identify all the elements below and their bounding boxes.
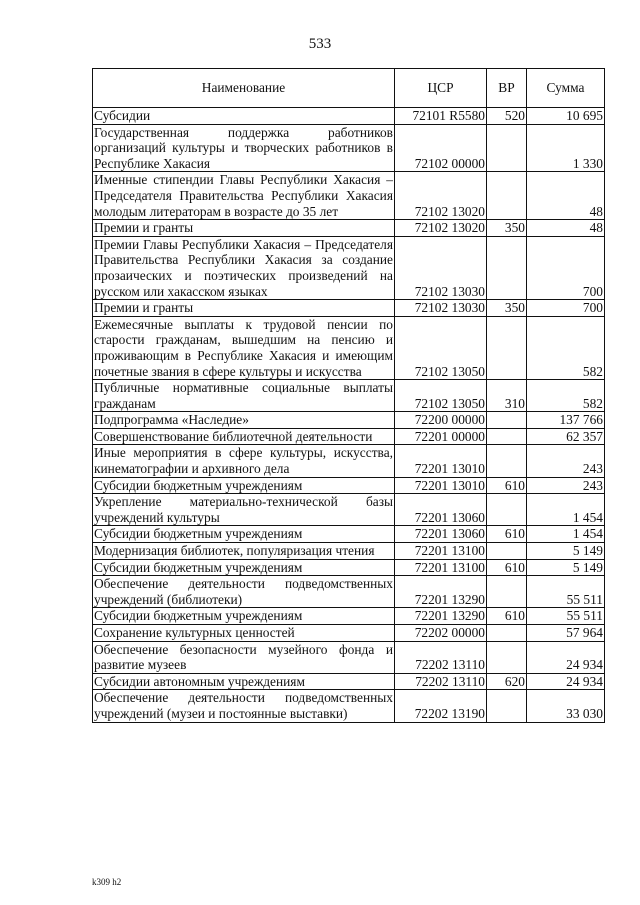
cell-vr	[487, 124, 527, 172]
cell-name: Субсидии автономным учреждениям	[93, 673, 395, 690]
cell-csr: 72201 13290	[395, 576, 487, 608]
cell-vr: 610	[487, 608, 527, 625]
cell-csr: 72201 13100	[395, 559, 487, 576]
cell-sum: 700	[527, 236, 605, 299]
table-row	[93, 494, 605, 526]
cell-name: Премии и гранты	[93, 300, 395, 317]
cell-sum: 1 454	[527, 494, 605, 526]
cell-csr: 72201 00000	[395, 428, 487, 445]
cell-name: Премии Главы Республики Хакасия – Председателя Правительства Республики Хакасия за создание прозаических и поэтических произведений на русском или хакасском языках	[94, 236, 393, 299]
cell-sum: 582	[527, 316, 605, 379]
cell-csr: 72101 R5580	[395, 108, 487, 125]
cell-vr	[487, 236, 527, 299]
cell-vr	[487, 428, 527, 445]
table-row	[93, 380, 605, 412]
cell-sum: 1 454	[527, 526, 605, 543]
cell-name: Ежемесячные выплаты к трудовой пенсии по старости гражданам, вышедшим на пенсию и проживающим в Республике Хакасия и имеющим почетные звания в сфере культуры и искусства	[94, 316, 393, 379]
header-csr: ЦСР	[395, 69, 487, 108]
cell-sum: 5 149	[527, 543, 605, 560]
cell-name: Обеспечение безопасности музейного фонда и развитие музеев	[94, 641, 393, 673]
cell-sum: 10 695	[527, 108, 605, 125]
cell-name: Субсидии бюджетным учреждениям	[93, 608, 395, 625]
cell-name: Субсидии бюджетным учреждениям	[93, 477, 395, 494]
cell-vr	[487, 412, 527, 429]
budget-table	[92, 68, 605, 723]
cell-sum: 243	[527, 445, 605, 477]
table-row	[93, 124, 605, 172]
table-body	[93, 108, 605, 723]
cell-name: Субсидии	[93, 108, 395, 125]
cell-csr: 72202 00000	[395, 625, 487, 642]
cell-csr: 72102 13050	[395, 316, 487, 379]
table-row	[93, 477, 605, 494]
table-row	[93, 641, 605, 673]
cell-sum: 48	[527, 172, 605, 220]
cell-name: Модернизация библиотек, популяризация чтения	[93, 543, 395, 560]
cell-csr: 72201 13060	[395, 494, 487, 526]
header-vr: ВР	[487, 69, 527, 108]
table-row	[93, 576, 605, 608]
cell-csr: 72202 13190	[395, 690, 487, 722]
table-row	[93, 625, 605, 642]
cell-vr: 610	[487, 559, 527, 576]
table-row	[93, 445, 605, 477]
cell-csr: 72201 13290	[395, 608, 487, 625]
cell-name: Укрепление материально-технической базы учреждений культуры	[94, 494, 393, 525]
table-row	[93, 428, 605, 445]
cell-name: Субсидии бюджетным учреждениям	[93, 526, 395, 543]
cell-sum: 24 934	[527, 673, 605, 690]
cell-name: Обеспечение деятельности подведомственных учреждений (музеи и постоянные выставки)	[94, 690, 393, 721]
cell-name: Публичные нормативные социальные выплаты гражданам	[94, 380, 393, 411]
cell-csr: 72102 13030	[395, 236, 487, 299]
cell-vr: 310	[487, 380, 527, 412]
cell-csr: 72202 13110	[395, 641, 487, 673]
cell-vr: 610	[487, 526, 527, 543]
table-header-row	[93, 69, 605, 108]
table-row	[93, 300, 605, 317]
cell-sum: 243	[527, 477, 605, 494]
cell-name: Совершенствование библиотечной деятельности	[93, 428, 395, 445]
header-name: Наименование	[93, 69, 395, 108]
cell-sum: 55 511	[527, 608, 605, 625]
cell-vr: 610	[487, 477, 527, 494]
cell-csr: 72201 13010	[395, 477, 487, 494]
cell-name: Именные стипендии Главы Республики Хакасия – Председателя Правительства Республики Хакасия молодым литераторам в возрасте до 35 лет	[94, 172, 393, 219]
cell-name: Премии и гранты	[93, 220, 395, 237]
cell-csr: 72102 13050	[395, 380, 487, 412]
cell-name: Субсидии бюджетным учреждениям	[93, 559, 395, 576]
cell-name: Государственная поддержка работников организаций культуры и творческих работников в Республике Хакасия	[94, 124, 393, 171]
cell-csr: 72200 00000	[395, 412, 487, 429]
table-row	[93, 412, 605, 429]
table-row	[93, 236, 605, 299]
cell-csr: 72102 13020	[395, 172, 487, 220]
cell-csr: 72102 13020	[395, 220, 487, 237]
cell-csr: 72201 13100	[395, 543, 487, 560]
cell-csr: 72202 13110	[395, 673, 487, 690]
cell-vr: 350	[487, 220, 527, 237]
table-row	[93, 608, 605, 625]
table-row	[93, 316, 605, 379]
table-row	[93, 673, 605, 690]
cell-sum: 582	[527, 380, 605, 412]
table-row	[93, 526, 605, 543]
cell-sum: 48	[527, 220, 605, 237]
cell-csr: 72102 00000	[395, 124, 487, 172]
cell-vr: 350	[487, 300, 527, 317]
cell-vr	[487, 576, 527, 608]
cell-vr	[487, 690, 527, 722]
cell-sum: 700	[527, 300, 605, 317]
cell-sum: 55 511	[527, 576, 605, 608]
table-row	[93, 559, 605, 576]
cell-sum: 5 149	[527, 559, 605, 576]
cell-csr: 72201 13060	[395, 526, 487, 543]
cell-vr	[487, 543, 527, 560]
table-row	[93, 690, 605, 722]
cell-vr	[487, 625, 527, 642]
cell-sum: 62 357	[527, 428, 605, 445]
page-number: 533	[308, 36, 332, 52]
table-row	[93, 220, 605, 237]
cell-sum: 137 766	[527, 412, 605, 429]
cell-sum: 57 964	[527, 625, 605, 642]
cell-vr: 520	[487, 108, 527, 125]
table-row	[93, 108, 605, 125]
footer-code: k309 h2	[92, 877, 122, 887]
cell-name: Подпрограмма «Наследие»	[93, 412, 395, 429]
cell-vr	[487, 445, 527, 477]
cell-sum: 1 330	[527, 124, 605, 172]
cell-name: Иные мероприятия в сфере культуры, искусства, кинематографии и архивного дела	[94, 445, 393, 477]
cell-vr	[487, 641, 527, 673]
cell-vr: 620	[487, 673, 527, 690]
cell-csr: 72201 13010	[395, 445, 487, 477]
cell-vr	[487, 494, 527, 526]
header-sum: Сумма	[527, 69, 605, 108]
cell-vr	[487, 172, 527, 220]
cell-name: Обеспечение деятельности подведомственных учреждений (библиотеки)	[94, 576, 393, 607]
table-row	[93, 543, 605, 560]
cell-vr	[487, 316, 527, 379]
cell-sum: 24 934	[527, 641, 605, 673]
cell-csr: 72102 13030	[395, 300, 487, 317]
cell-sum: 33 030	[527, 690, 605, 722]
table-row	[93, 172, 605, 220]
cell-name: Сохранение культурных ценностей	[93, 625, 395, 642]
